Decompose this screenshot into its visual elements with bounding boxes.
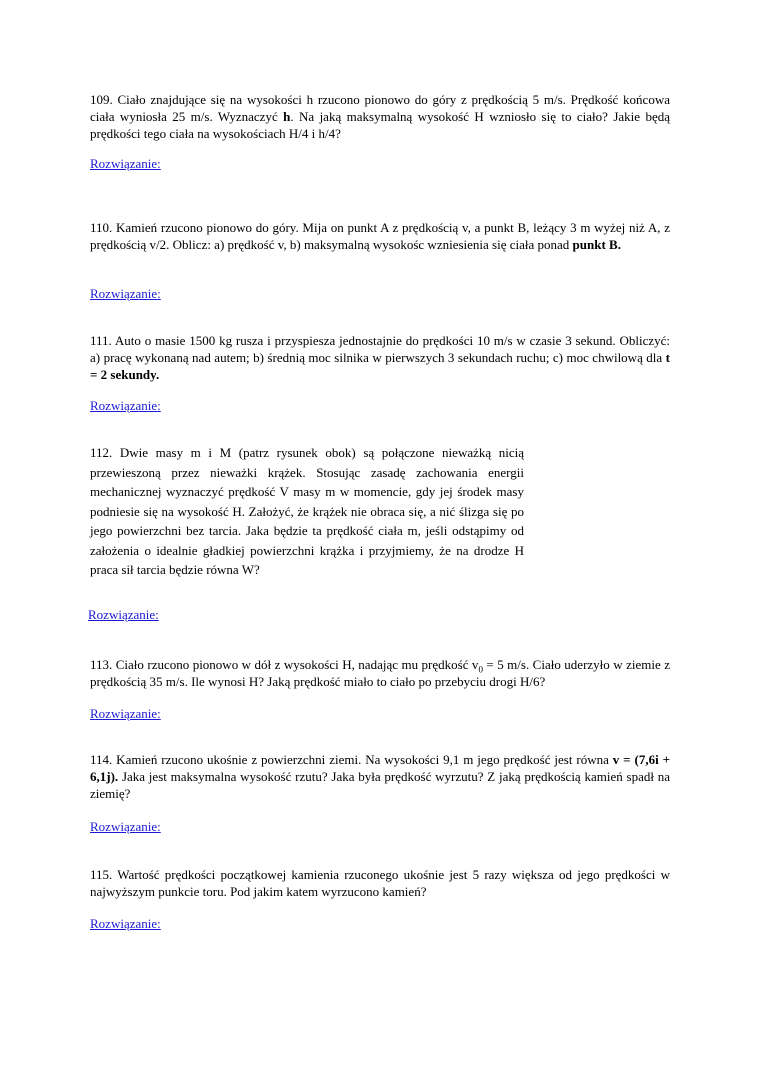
problem-114-solution-link[interactable]: Rozwiązanie: [90, 819, 161, 834]
problem-111-text: 111. Auto o masie 1500 kg rusza i przyspiesza jednostajnie do prędkości 10 m/s w czasie 3 sekund. Obliczyć: a) pracę wykonaną nad autem; b) średnią moc silnika w pierwszych 3 sekundach ruchu; c) moc chwilową dla t = 2 sekundy. [90, 333, 670, 383]
problem-115-text: 115. Wartość prędkości początkowej kamienia rzuconego ukośnie jest 5 razy większa od jego prędkości w najwyższym punkcie toru. Pod jakim katem wyrzucono kamień? [90, 867, 670, 900]
problem-109-solution-link[interactable]: Rozwiązanie: [90, 156, 161, 171]
problem-112-solution-link[interactable]: Rozwiązanie: [88, 607, 159, 622]
problem-113-text: 113. Ciało rzucono pionowo w dół z wysokości H, nadając mu prędkość $v_0 = 5$ m/s. Ciało uderzyło w ziemie z prędkością 35 m/s. Ile wynosi H? Jaką prędkość miało to ciało po przebyciu drogi H/6? [90, 657, 670, 690]
problem-110-text: 110. Kamień rzucono pionowo do góry. Mija on punkt A z prędkością v, a punkt B, leżący 3 m wyżej niż A, z prędkością v/2. Oblicz: a) prędkość v, b) maksymalną wysokośc wzniesienia się ciała ponad punkt B. [90, 220, 670, 253]
problem-115-solution-link[interactable]: Rozwiązanie: [90, 916, 161, 931]
problem-112-text: 112. Dwie masy m i M (patrz rysunek obok) są połączone nieważką nicią przewieszoną przez nieważki krążek. Stosując zasadę zachowania energii mechanicznej wyznaczyć prędkość V masy m w momencie, gdy jej środek masy podniesie się na wysokość H. Założyć, że krążek nie obraca się, a nić ślizga się po jego powierzchni bez tarcia. Jaka będzie ta prędkość ciała m, jeśli odstąpimy od założenia o idealnie gładkiej powierzchni krążka i przyjmiemy, że na drodze H praca sił tarcia będzie równa W? [90, 445, 524, 577]
problem-111-solution-link[interactable]: Rozwiązanie: [90, 398, 161, 413]
problem-113-solution-link[interactable]: Rozwiązanie: [90, 706, 161, 721]
problem-109-text: 109. Ciało znajdujące się na wysokości h rzucono pionowo do góry z prędkością 5 m/s. Prędkość końcowa ciała wyniosła 25 m/s. Wyznaczyć h. Na jaką maksymalną wysokość H wzniosło się to ciało? Jakie będą prędkości tego ciała na wysokościach H/4 i h/4? [90, 92, 670, 142]
problem-110-solution-link[interactable]: Rozwiązanie: [90, 286, 161, 301]
problem-114-text: 114. Kamień rzucono ukośnie z powierzchni ziemi. Na wysokości 9,1 m jego prędkość jest równa v = (7,6i + 6,1j). Jaka jest maksymalna wysokość rzutu? Jaka była prędkość wyrzutu? Z jaką prędkością kamień spadł na ziemię? [90, 752, 670, 802]
